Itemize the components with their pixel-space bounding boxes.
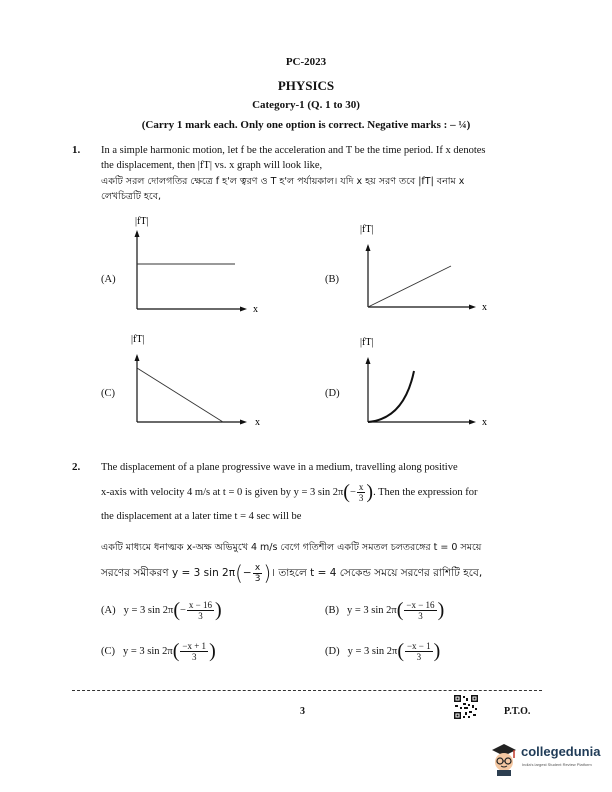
q2-text-en-line2b: . Then the expression for [373,486,478,498]
q2-text-bn-line2a: সরণের সমীকরণ y = 3 sin 2π [101,566,236,579]
paper-code: PC-2023 [285,56,327,68]
q1-option-a-label[interactable]: (A) [101,274,116,285]
q2-option-a-prefix: y = 3 sin 2π [123,604,174,616]
q2-option-c-fraction [180,641,208,662]
graph-b-curve [368,266,451,307]
q1-graph-b [356,218,506,328]
pto-label: P.T.O. [504,706,531,717]
subject-title: PHYSICS [277,78,335,93]
q2-option-a-label: (A) [101,604,116,616]
q2-text-en-line2a: x-axis with velocity 4 m/s at t = 0 is given by y = 3 sin 2π [101,486,344,498]
q2-text-en-line2: x-axis with velocity 4 m/s at t = 0 is given by y = 3 sin 2π ( − $\frac{x}{3}$ ) . Then the expression for [101,481,478,503]
q2-text-bn-line2b: । তাহলে t = 4 সেকেন্ড সময়ে সরণের রাশিটি হবে, [271,566,483,579]
graph-c-y-arrow [135,354,140,361]
q1-option-b-label[interactable]: (B) [325,274,339,285]
q1-text-bn-line2: লেখচিত্রটি হবে, [101,191,162,202]
q2-given-fraction [357,482,366,503]
q2-option-d-prefix: y = 3 sin 2π [347,645,398,657]
graph-d-curve [368,371,414,422]
graph-d-x-label: x [482,417,487,428]
graph-d-y-label: |fT| [360,337,374,348]
q1-text-en [101,143,541,173]
category-line: Category-1 (Q. 1 to 30) [252,99,360,111]
q2-option-a-num: x − 16 [188,599,212,610]
q2-option-d-num: −x − 1 [406,640,431,651]
q2-option-a-den: 3 [198,610,203,621]
q2-text-en-line3: the displacement at a later time t = 4 sec will be [101,511,302,522]
qr-code-icon [453,694,479,720]
q2-option-b-fraction [404,600,436,621]
q2-given-sign: − [349,486,356,498]
q1-graph-a [125,212,275,322]
q1-text-bn [101,174,541,204]
graduate-mascot-icon [488,740,520,776]
graph-b-x-label: x [482,302,487,313]
q2-option-a[interactable]: (A) y = 3 sin 2π ( − $\frac{x - 16}{3}$ ) [101,599,222,621]
graph-b-y-label: |fT| [360,224,374,235]
graph-a-y-arrow [135,230,140,237]
q1-graph-d [356,333,506,433]
q1-text-bn-line1: একটি সরল দোলগতির ক্ষেত্রে f হ'ল ত্বরণ ও T হ'ল পর্যায়কাল। যদি x হয় সরণ তবে |fT| বনাম x [101,176,465,187]
q2-option-a-sign: − [179,604,186,616]
brand-tagline: India's largest Student Review Platform [522,762,592,767]
page-number: 3 [300,706,305,717]
q2-option-c-num: −x + 1 [182,640,207,651]
graph-c-curve [137,368,223,422]
graph-a-x-arrow [240,307,247,312]
q1-graph-c [125,330,275,430]
q2-text-en-line1: The displacement of a plane progressive wave in a medium, travelling along positive [101,462,458,473]
q2-given-den-bn: 3 [254,573,261,584]
q2-text-bn-line1: একটি মাধ্যমে ধনাত্মক x-অক্ষ অভিমুখে 4 m/s বেগে গতিশীল একটি সমতল চলতরঙ্গের t = 0 সময়ে [101,542,482,553]
q1-option-d-label[interactable]: (D) [325,388,340,399]
q2-option-b-prefix: y = 3 sin 2π [347,604,397,616]
q2-option-c[interactable]: (C) y = 3 sin 2π ( $\frac{-x + 1}{3}$ ) [101,640,216,662]
graph-b-x-arrow [469,305,476,310]
graph-c-x-arrow [240,420,247,425]
q2-option-d-label: (D) [325,645,340,657]
q2-number: 2. [72,461,81,473]
q2-option-d-den: 3 [416,651,422,662]
q2-given-sign-bn: − [242,566,252,579]
q2-option-b-num: −x − 16 [406,599,435,610]
graph-c-x-label: x [255,417,260,428]
q2-option-b-label: (B) [325,604,339,616]
graph-a-x-label: x [253,304,258,315]
graph-d-x-arrow [469,420,476,425]
q2-given-num-bn: x [254,562,261,573]
q2-option-b-den: 3 [418,610,423,621]
q2-option-a-fraction [187,600,214,621]
q2-option-c-prefix: y = 3 sin 2π [123,645,173,657]
instructions-line: (Carry 1 mark each. Only one option is correct. Negative marks : – ¼) [141,119,471,131]
graph-c-y-label: |fT| [131,334,145,345]
q2-option-d[interactable]: (D) y = 3 sin 2π ( $\frac{-x - 1}{3}$ ) [325,640,441,662]
q2-option-c-label: (C) [101,645,115,657]
q2-given-den: 3 [358,492,364,503]
q2-given-num: x [358,481,364,492]
q2-given-fraction-bn [253,563,263,584]
footer-divider [72,690,542,691]
q1-text-en-line1: In a simple harmonic motion, let f be the acceleration and T be the time period. If x denotes [101,145,486,156]
q2-option-c-den: 3 [191,651,197,662]
q1-number: 1. [72,144,81,156]
graph-d-y-arrow [366,357,371,364]
q1-option-c-label[interactable]: (C) [101,388,115,399]
q2-option-d-fraction [405,641,433,662]
q2-text-bn-line2: সরণের সমীকরণ y = 3 sin 2π ( − $\frac{x}{3}$ ) । তাহলে t = 4 সেকেন্ড সময়ে সরণের রাশিটি হবে, [101,561,483,585]
brand-name: collegedunia [521,744,601,759]
q1-text-en-line2: the displacement, then |fT| vs. x graph will look like, [101,160,323,171]
q2-option-b[interactable]: (B) y = 3 sin 2π ( $\frac{-x - 16}{3}$ ) [325,599,445,621]
graph-a-y-label: |fT| [135,216,149,227]
graph-b-y-arrow [366,244,371,251]
